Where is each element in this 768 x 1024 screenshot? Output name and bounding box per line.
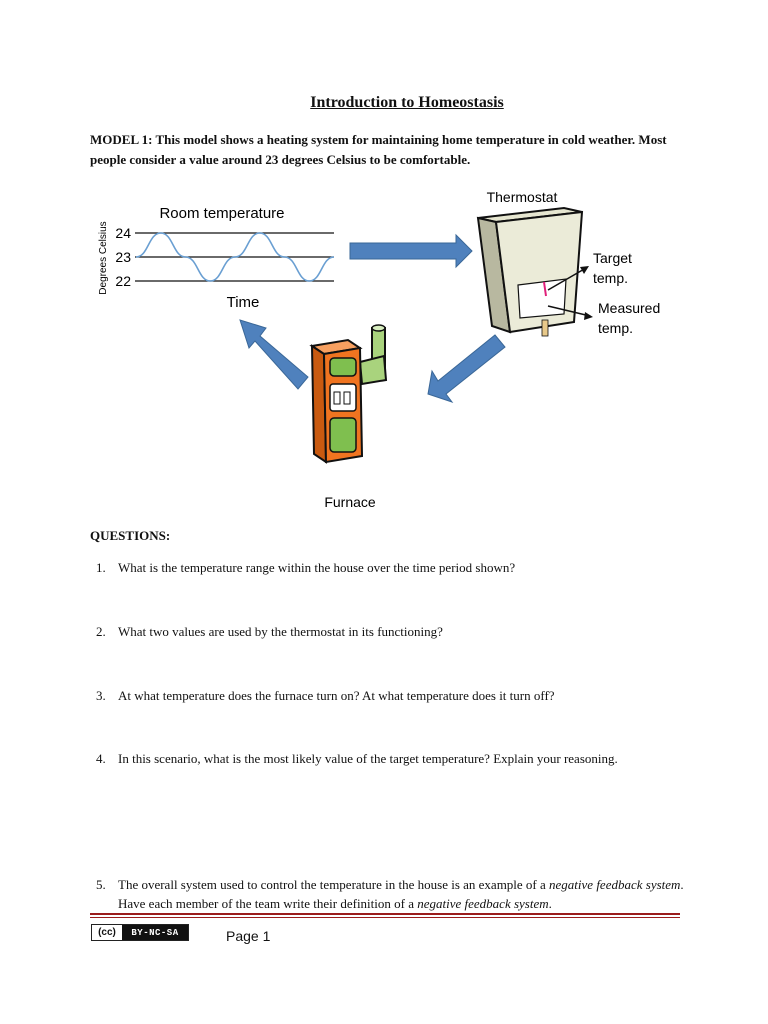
question-text-part: . Have each member of the team write their definition of a [118, 877, 684, 911]
question-text [118, 875, 693, 913]
thermostat-illustration [478, 189, 660, 336]
arrow-to-furnace [428, 335, 505, 402]
question-number: 2. [96, 624, 106, 639]
question-number: 3. [96, 688, 106, 703]
target-label-line1: Target [593, 250, 632, 266]
emphasis-term: negative feedback system [417, 896, 549, 911]
y-tick-label: 24 [115, 225, 131, 241]
y-tick-label: 23 [115, 249, 131, 265]
footer-rule-thin [90, 917, 680, 918]
question-text: In this scenario, what is the most likely value of the target temperature? Explain your reasoning. [118, 751, 618, 766]
furnace-label: Furnace [324, 494, 376, 510]
model-text: : This model shows a heating system for maintaining home temperature in cold weather. Most people consider a value around 23 degrees Celsius to be comfortable. [90, 132, 667, 167]
question-text: What is the temperature range within the house over the time period shown? [118, 560, 516, 575]
arrow-to-thermostat [350, 235, 472, 267]
questions-heading: QUESTIONS: [90, 528, 171, 543]
y-tick-label: 22 [115, 273, 131, 289]
cc-icon: (cc) [98, 927, 116, 938]
furnace-illustration [312, 325, 386, 462]
footer-rule [90, 913, 680, 915]
chart-title: Room temperature [159, 205, 285, 222]
model-lead: MODEL 1 [90, 132, 149, 147]
document-title: Introduction to Homeostasis [310, 94, 504, 111]
thermostat-dial-window [518, 279, 566, 318]
question-number: 5. [96, 877, 106, 892]
question-text: At what temperature does the furnace turn on? At what temperature does it turn off? [118, 688, 555, 703]
question-text-part: The overall system used to control the temperature in the house is an example of a [118, 877, 550, 892]
thermostat-label: Thermostat [486, 189, 558, 205]
question-text-part: . [548, 896, 552, 911]
question-number: 4. [96, 751, 106, 766]
measured-label-line1: Measured [598, 300, 661, 316]
target-label-line2: temp. [593, 270, 629, 286]
x-axis-label: Time [226, 294, 260, 311]
measured-label-line2: temp. [598, 320, 634, 336]
question-text: What two values are used by the thermostat in its functioning? [118, 624, 443, 639]
page-number: Page 1 [226, 928, 271, 944]
arrow-to-room [240, 320, 308, 389]
cc-license-badge [91, 924, 189, 941]
room-temperature-chart [98, 205, 334, 311]
question-number: 1. [96, 560, 106, 575]
license-terms: BY-NC-SA [122, 925, 188, 940]
emphasis-term: negative feedback system [549, 877, 681, 892]
y-axis-label: Degrees Celsius [98, 221, 109, 295]
